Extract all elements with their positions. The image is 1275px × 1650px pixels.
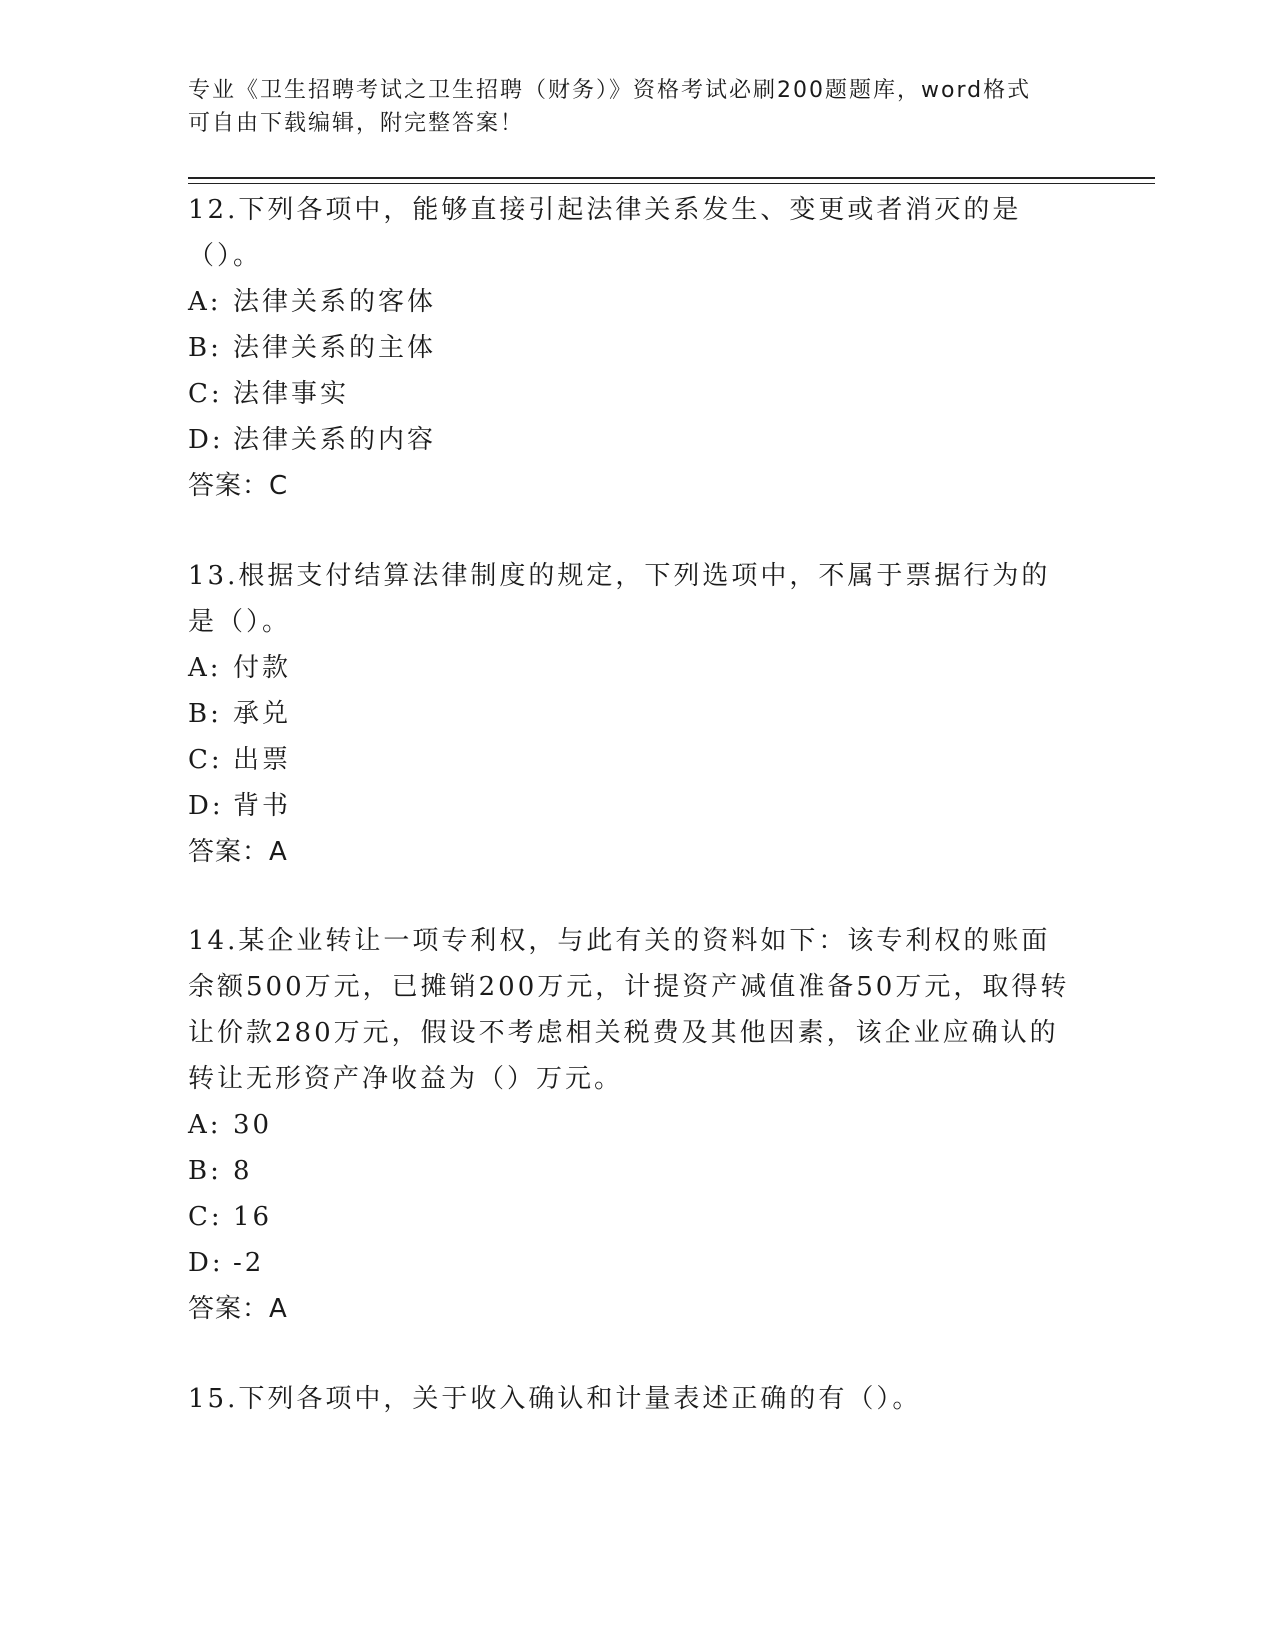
option-text: 背书 (233, 791, 292, 821)
option-letter: C: (188, 379, 223, 409)
header-line-2: 可自由下载编辑，附完整答案！ (188, 111, 525, 136)
option-letter: B: (188, 1156, 222, 1186)
option-c (188, 737, 1078, 783)
question-15 (188, 1376, 1078, 1422)
option-text: 16 (233, 1202, 273, 1232)
question-text: 15.下列各项中，关于收入确认和计量表述正确的有（）。 (188, 1384, 922, 1414)
option-d (188, 417, 1078, 463)
option-text: 法律关系的内容 (233, 425, 437, 455)
option-c (188, 1194, 1078, 1240)
option-d (188, 783, 1078, 829)
option-d (188, 1240, 1078, 1286)
option-a (188, 1102, 1078, 1148)
question-text: 13.根据支付结算法律制度的规定，下列选项中，不属于票据行为的是（）。 (188, 561, 1051, 637)
question-14 (188, 918, 1078, 1332)
header-divider-thick (188, 177, 1155, 179)
option-text: 出票 (233, 745, 292, 775)
option-c (188, 371, 1078, 417)
option-letter: A: (188, 653, 222, 683)
option-letter: D: (188, 1248, 224, 1278)
option-text: 付款 (233, 653, 292, 683)
option-a (188, 279, 1078, 325)
option-text: 8 (233, 1156, 253, 1186)
answer: 答案：C (188, 471, 289, 501)
option-text: 承兑 (233, 699, 292, 729)
option-a (188, 645, 1078, 691)
question-13 (188, 553, 1078, 875)
option-text: 法律事实 (233, 379, 350, 409)
option-text: -2 (233, 1248, 265, 1278)
option-letter: D: (188, 791, 224, 821)
answer: 答案：A (188, 837, 288, 867)
option-b (188, 1148, 1078, 1194)
option-b (188, 691, 1078, 737)
option-letter: C: (188, 745, 223, 775)
option-b (188, 325, 1078, 371)
option-letter: C: (188, 1202, 223, 1232)
question-text: 12.下列各项中，能够直接引起法律关系发生、变更或者消灭的是（）。 (188, 195, 1022, 271)
option-letter: B: (188, 333, 222, 363)
answer: 答案：A (188, 1294, 288, 1324)
option-letter: B: (188, 699, 222, 729)
header-divider-thin (188, 183, 1155, 184)
option-text: 法律关系的客体 (233, 287, 437, 317)
option-letter: A: (188, 287, 222, 317)
option-text: 法律关系的主体 (233, 333, 437, 363)
option-text: 30 (233, 1110, 273, 1140)
option-letter: D: (188, 425, 224, 455)
document-header (188, 74, 1068, 140)
header-line-1: 专业《卫生招聘考试之卫生招聘（财务）》资格考试必刷200题题库，word格式 (188, 78, 1032, 103)
question-text: 14.某企业转让一项专利权，与此有关的资料如下：该专利权的账面余额500万元，已摊销200万元，计提资产减值准备50万元，取得转让价款280万元，假设不考虑相关税费及其他因素，该企业应确认的转让无形资产净收益为（）万元。 (188, 926, 1070, 1094)
option-letter: A: (188, 1110, 222, 1140)
question-12 (188, 187, 1078, 509)
